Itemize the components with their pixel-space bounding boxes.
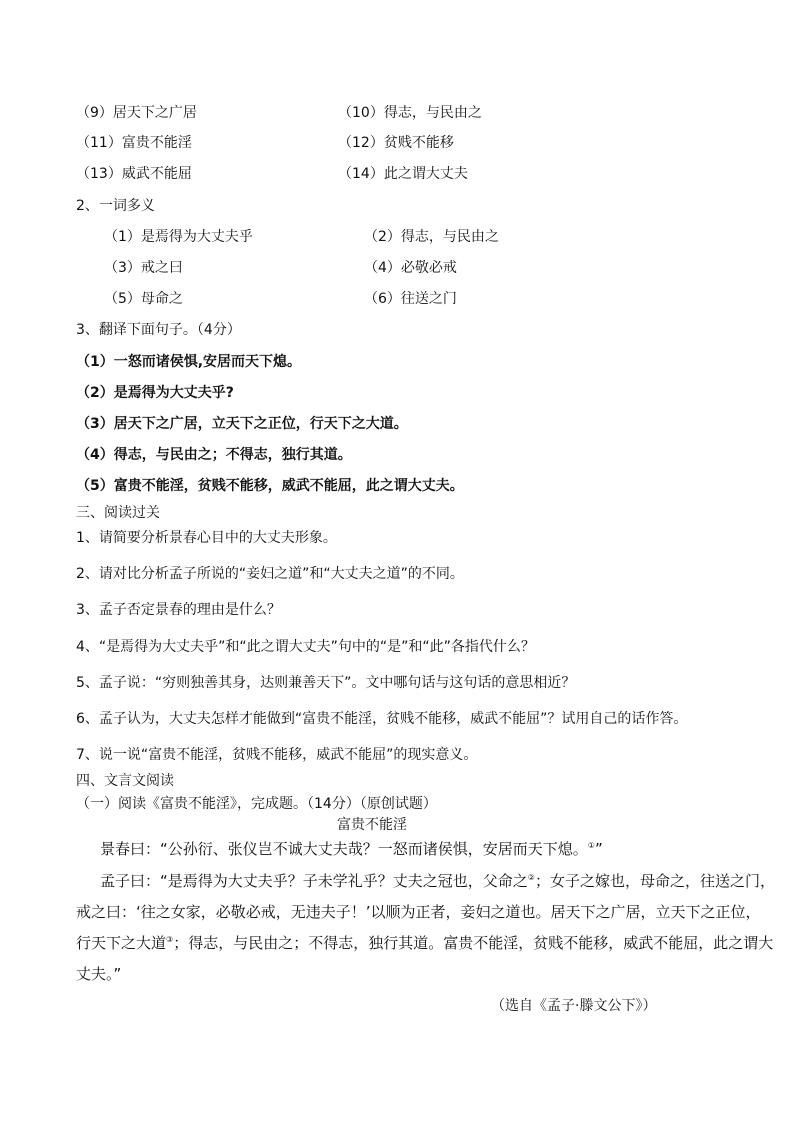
passage-paragraph-1: [100, 838, 603, 860]
vocab-item-9: （9）居天下之广居: [76, 105, 197, 121]
passage-text: ；女子之嫁也，母命之，往送之门，: [534, 872, 775, 890]
translate-item-1: （1）一怒而诸侯惧,安居而天下熄。: [76, 354, 302, 370]
translate-item-4: （4）得志，与民由之；不得志，独行其道。: [76, 447, 352, 463]
vocab-item-10: （10）得志，与民由之: [338, 105, 482, 121]
reading-question-3: 3、孟子否定景春的理由是什么？: [76, 602, 281, 618]
translate-item-3: （3）居天下之广居，立天下之正位，行天下之大道。: [76, 416, 408, 432]
polysemy-item-5: （5）母命之: [104, 291, 183, 307]
footnote-marker: ①: [587, 841, 595, 850]
reading-question-6: 6、孟子认为，大丈夫怎样才能做到“富贵不能淫，贫贱不能移，威武不能屈”？试用自己的话作答。: [76, 711, 688, 727]
passage-paragraph-2-line-1: [100, 870, 775, 892]
passage-title: 富贵不能淫: [337, 817, 407, 833]
footnote-marker: ②: [527, 873, 535, 882]
passage-text: 行天下之大道: [76, 934, 167, 952]
reading-question-2: 2、请对比分析孟子所说的“妾妇之道”和“大丈夫之道”的不同。: [76, 566, 464, 582]
passage-source: （选自《孟子·滕文公下》）: [491, 998, 657, 1014]
translate-item-5: （5）富贵不能淫，贫贱不能移，威武不能屈，此之谓大丈夫。: [76, 478, 464, 494]
vocab-item-12: （12）贫贱不能移: [338, 135, 454, 151]
polysemy-item-6: （6）往送之门: [364, 291, 457, 307]
reading-question-7: 7、说一说“富贵不能淫，贫贱不能移，威武不能屈”的现实意义。: [76, 747, 478, 763]
part4-subheading: （一）阅读《富贵不能淫》，完成题。（14分）（原创试题）: [76, 796, 437, 812]
passage-text: ；得志，与民由之；不得志，独行其道。富贵不能淫，贫贱不能移，威武不能屈，此之谓大: [173, 934, 774, 952]
polysemy-item-1: （1）是焉得为大丈夫乎: [104, 229, 253, 245]
section2-heading: 2、一词多义: [76, 198, 155, 214]
passage-text: ”: [594, 840, 603, 858]
passage-paragraph-2-line-4: 丈夫。”: [76, 965, 122, 983]
section3-heading: 3、翻译下面句子。（4分）: [76, 322, 241, 338]
passage-text: 孟子曰：“是焉得为大丈夫乎？子未学礼乎？丈夫之冠也，父命之: [100, 872, 528, 890]
reading-question-1: 1、请简要分析景春心目中的大丈夫形象。: [76, 530, 337, 546]
passage-text: 景春曰：“公孙衍、张仪岂不诚大丈夫哉？一怒而诸侯惧，安居而天下熄。: [100, 840, 588, 858]
polysemy-item-3: （3）戒之曰: [104, 260, 183, 276]
reading-question-5: 5、孟子说：“穷则独善其身，达则兼善天下”。文中哪句话与这句话的意思相近？: [76, 675, 576, 691]
part3-heading: 三、阅读过关: [76, 505, 160, 521]
polysemy-item-4: （4）必敬必戒: [364, 260, 457, 276]
vocab-item-11: （11）富贵不能淫: [76, 135, 192, 151]
passage-paragraph-2-line-3: [76, 932, 773, 954]
translate-item-2: （2）是焉得为大丈夫乎?: [76, 385, 234, 401]
polysemy-item-2: （2）得志，与民由之: [364, 229, 499, 245]
part4-heading: 四、文言文阅读: [76, 773, 174, 789]
footnote-marker: ③: [166, 935, 174, 944]
passage-paragraph-2-line-2: 戒之曰：‘往之女家，必敬必戒，无违夫子！’以顺为正者，妾妇之道也。居天下之广居，立天下之正位，: [76, 903, 761, 921]
vocab-item-13: （13）威武不能屈: [76, 166, 192, 182]
reading-question-4: 4、“是焉得为大丈夫乎”和“此之谓大丈夫”句中的“是”和“此”各指代什么？: [76, 639, 535, 655]
vocab-item-14: （14）此之谓大丈夫: [338, 166, 468, 182]
